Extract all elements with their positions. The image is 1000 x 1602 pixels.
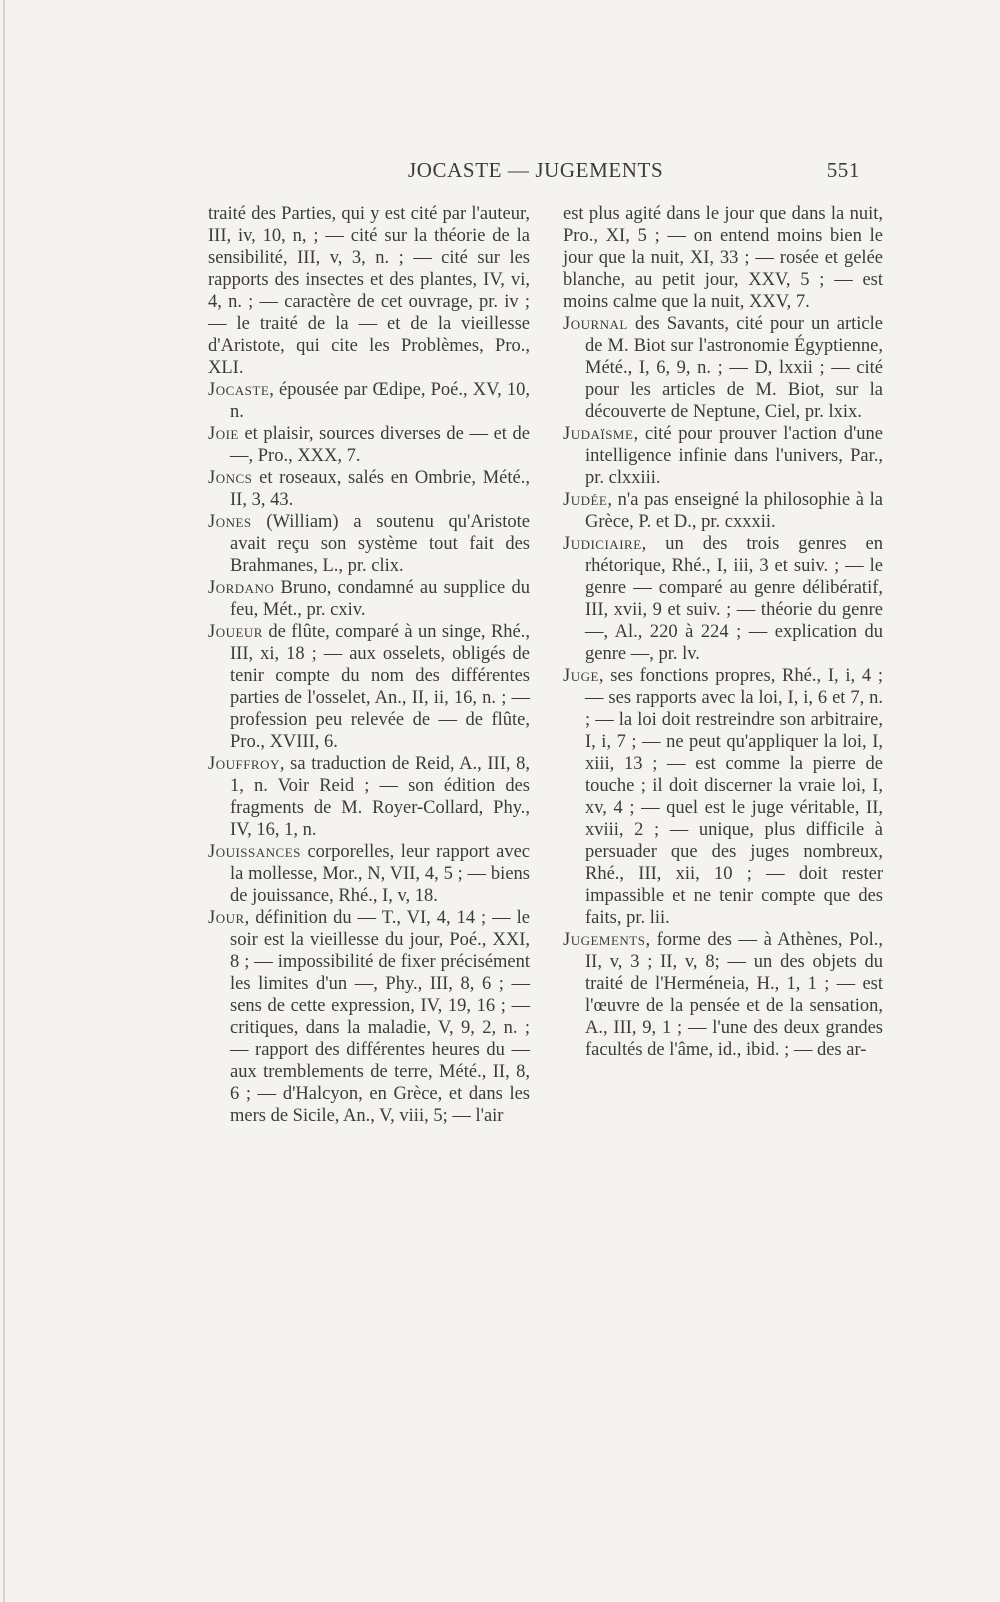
entry-headword: Joueur [208, 622, 263, 642]
index-entry [208, 423, 530, 467]
entry-text: est plus agité dans le jour que dans la nuit, Pro., XI, 5 ; — on entend moins bien le jour que la nuit, XI, 33 ; — rosée et gelée blanche, au petit jour, XXV, 5 ; — est moins calme que la nuit, XXV, 7. [563, 204, 883, 312]
running-head [208, 158, 860, 188]
index-entry [563, 313, 883, 423]
entry-headword: Jouissances [208, 842, 301, 862]
entry-headword: Judiciaire [563, 534, 642, 554]
entry-text: , un des trois genres en rhétorique, Rhé., I, iii, 3 et suiv. ; — le genre — comparé au genre délibératif, III, xvii, 9 et suiv. ; — théorie du genre —, Al., 220 à 224 ; — explication du genre —, pr. lv. [585, 534, 883, 664]
entry-headword: Jones [208, 512, 252, 532]
entry-headword: Journal [563, 314, 628, 334]
index-entry [208, 753, 530, 841]
index-entry [208, 577, 530, 621]
entry-text: , cité pour prouver l'action d'une intelligence infinie dans l'univers, Par., pr. clxxiii. [585, 424, 883, 488]
entry-headword: Joie [208, 424, 239, 444]
entry-headword: Joncs [208, 468, 253, 488]
index-entry [563, 665, 883, 929]
entry-headword: Jouffroy [208, 754, 280, 774]
entry-text: des Savants, cité pour un article de M. Biot sur l'astronomie Égyptienne, Mété., I, 6, 9, n. ; — D, lxxii ; — cité pour les articles de M. Biot, sur la découverte de Neptune, Ciel, pr. lxix. [585, 314, 883, 422]
index-entry [563, 203, 883, 313]
entry-text: corporelles, leur rapport avec la mollesse, Mor., N, VII, 4, 5 ; — biens de jouissance, Rhé., I, v, 18. [230, 842, 530, 906]
entry-text: , épousée par Œdipe, Poé., XV, 10, n. [230, 380, 530, 422]
index-entry [563, 423, 883, 489]
entry-text: de flûte, comparé à un singe, Rhé., III, xi, 18 ; — aux osselets, obligés de tenir compte du nom des différentes parties de l'osselet, An., II, ii, 16, n. ; — profession peu relevée de — de flûte, Pro., XVIII, 6. [230, 622, 530, 752]
index-entry [208, 621, 530, 753]
page-edge [3, 0, 5, 1602]
index-entry [208, 511, 530, 577]
entry-headword: Juge [563, 666, 599, 686]
index-entry [208, 907, 530, 1127]
entry-text: , n'a pas enseigné la philosophie à la Grèce, P. et D., pr. cxxxii. [585, 490, 883, 532]
page-number: 551 [826, 158, 860, 182]
entry-text: et plaisir, sources diverses de — et de —, Pro., XXX, 7. [230, 424, 530, 466]
entry-headword: Jour [208, 908, 245, 928]
entry-headword: Jocaste [208, 380, 270, 400]
entry-text: (William) a soutenu qu'Aristote avait reçu son système tout fait des Brahmanes, L., pr. clix. [230, 512, 530, 576]
entry-headword: Jordano [208, 578, 275, 598]
index-entry [208, 467, 530, 511]
index-entry [563, 533, 883, 665]
index-entry [563, 489, 883, 533]
running-head-title: JOCASTE — JUGEMENTS [408, 158, 664, 182]
entry-headword: Jugements [563, 930, 646, 950]
entry-headword: Judée [563, 490, 608, 510]
index-entry [563, 929, 883, 1061]
index-entry [208, 841, 530, 907]
left-column [208, 203, 530, 1127]
right-column [563, 203, 883, 1061]
index-entry [208, 203, 530, 379]
entry-headword: Judaïsme [563, 424, 634, 444]
index-entry [208, 379, 530, 423]
entry-text: et roseaux, salés en Ombrie, Mété., II, 3, 43. [230, 468, 530, 510]
entry-text: , définition du — T., VI, 4, 14 ; — le soir est la vieillesse du jour, Poé., XXI, 8 ; — impossibilité de fixer précisément les limites d'un —, Phy., III, 8, 6 ; — sens de cette expression, IV, 19, 16 ; — critiques, dans la maladie, V, 9, 2, n. ; — rapport des différentes heures du — aux tremblements de terre, Mété., II, 8, 6 ; — d'Halcyon, en Grèce, et dans les mers de Sicile, An., V, viii, 5; — l'air [230, 908, 530, 1126]
entry-text: traité des Parties, qui y est cité par l'auteur, III, iv, 10, n, ; — cité sur la théorie de la sensibilité, III, v, 3, n. ; — cité sur les rapports des insectes et des plantes, IV, vi, 4, n. ; — caractère de cet ouvrage, pr. iv ; — le traité de la — et de la vieillesse d'Aristote, qui cite les Problèmes, Pro., XLI. [208, 204, 530, 378]
entry-text: , forme des — à Athènes, Pol., II, v, 3 ; II, v, 8; — un des objets du traité de l'Herméneia, H., 1, 1 ; — est l'œuvre de la pensée et de la sensation, A., III, 9, 1 ; — l'une des deux grandes facultés de l'âme, id., ibid. ; — des ar- [585, 930, 883, 1060]
entry-text: , ses fonctions propres, Rhé., I, i, 4 ; — ses rapports avec la loi, I, i, 6 et 7, n. ; — la loi doit restreindre son arbitraire, I, i, 7 ; — ne peut qu'appliquer la loi, I, xiii, 13 ; — est comme la pierre de touche ; il doit discerner la vraie loi, I, xv, 4 ; — quel est le juge véritable, II, xviii, 2 ; — unique, plus difficile à persuader que des juges nombreux, Rhé., III, xii, 10 ; — doit rester impassible et ne tenir compte que des faits, pr. lii. [585, 666, 883, 928]
entry-text: Bruno, condamné au supplice du feu, Mét., pr. cxiv. [230, 578, 530, 620]
entry-text: , sa traduction de Reid, A., III, 8, 1, n. Voir Reid ; — son édition des fragments de M. Royer-Collard, Phy., IV, 16, 1, n. [230, 754, 530, 840]
